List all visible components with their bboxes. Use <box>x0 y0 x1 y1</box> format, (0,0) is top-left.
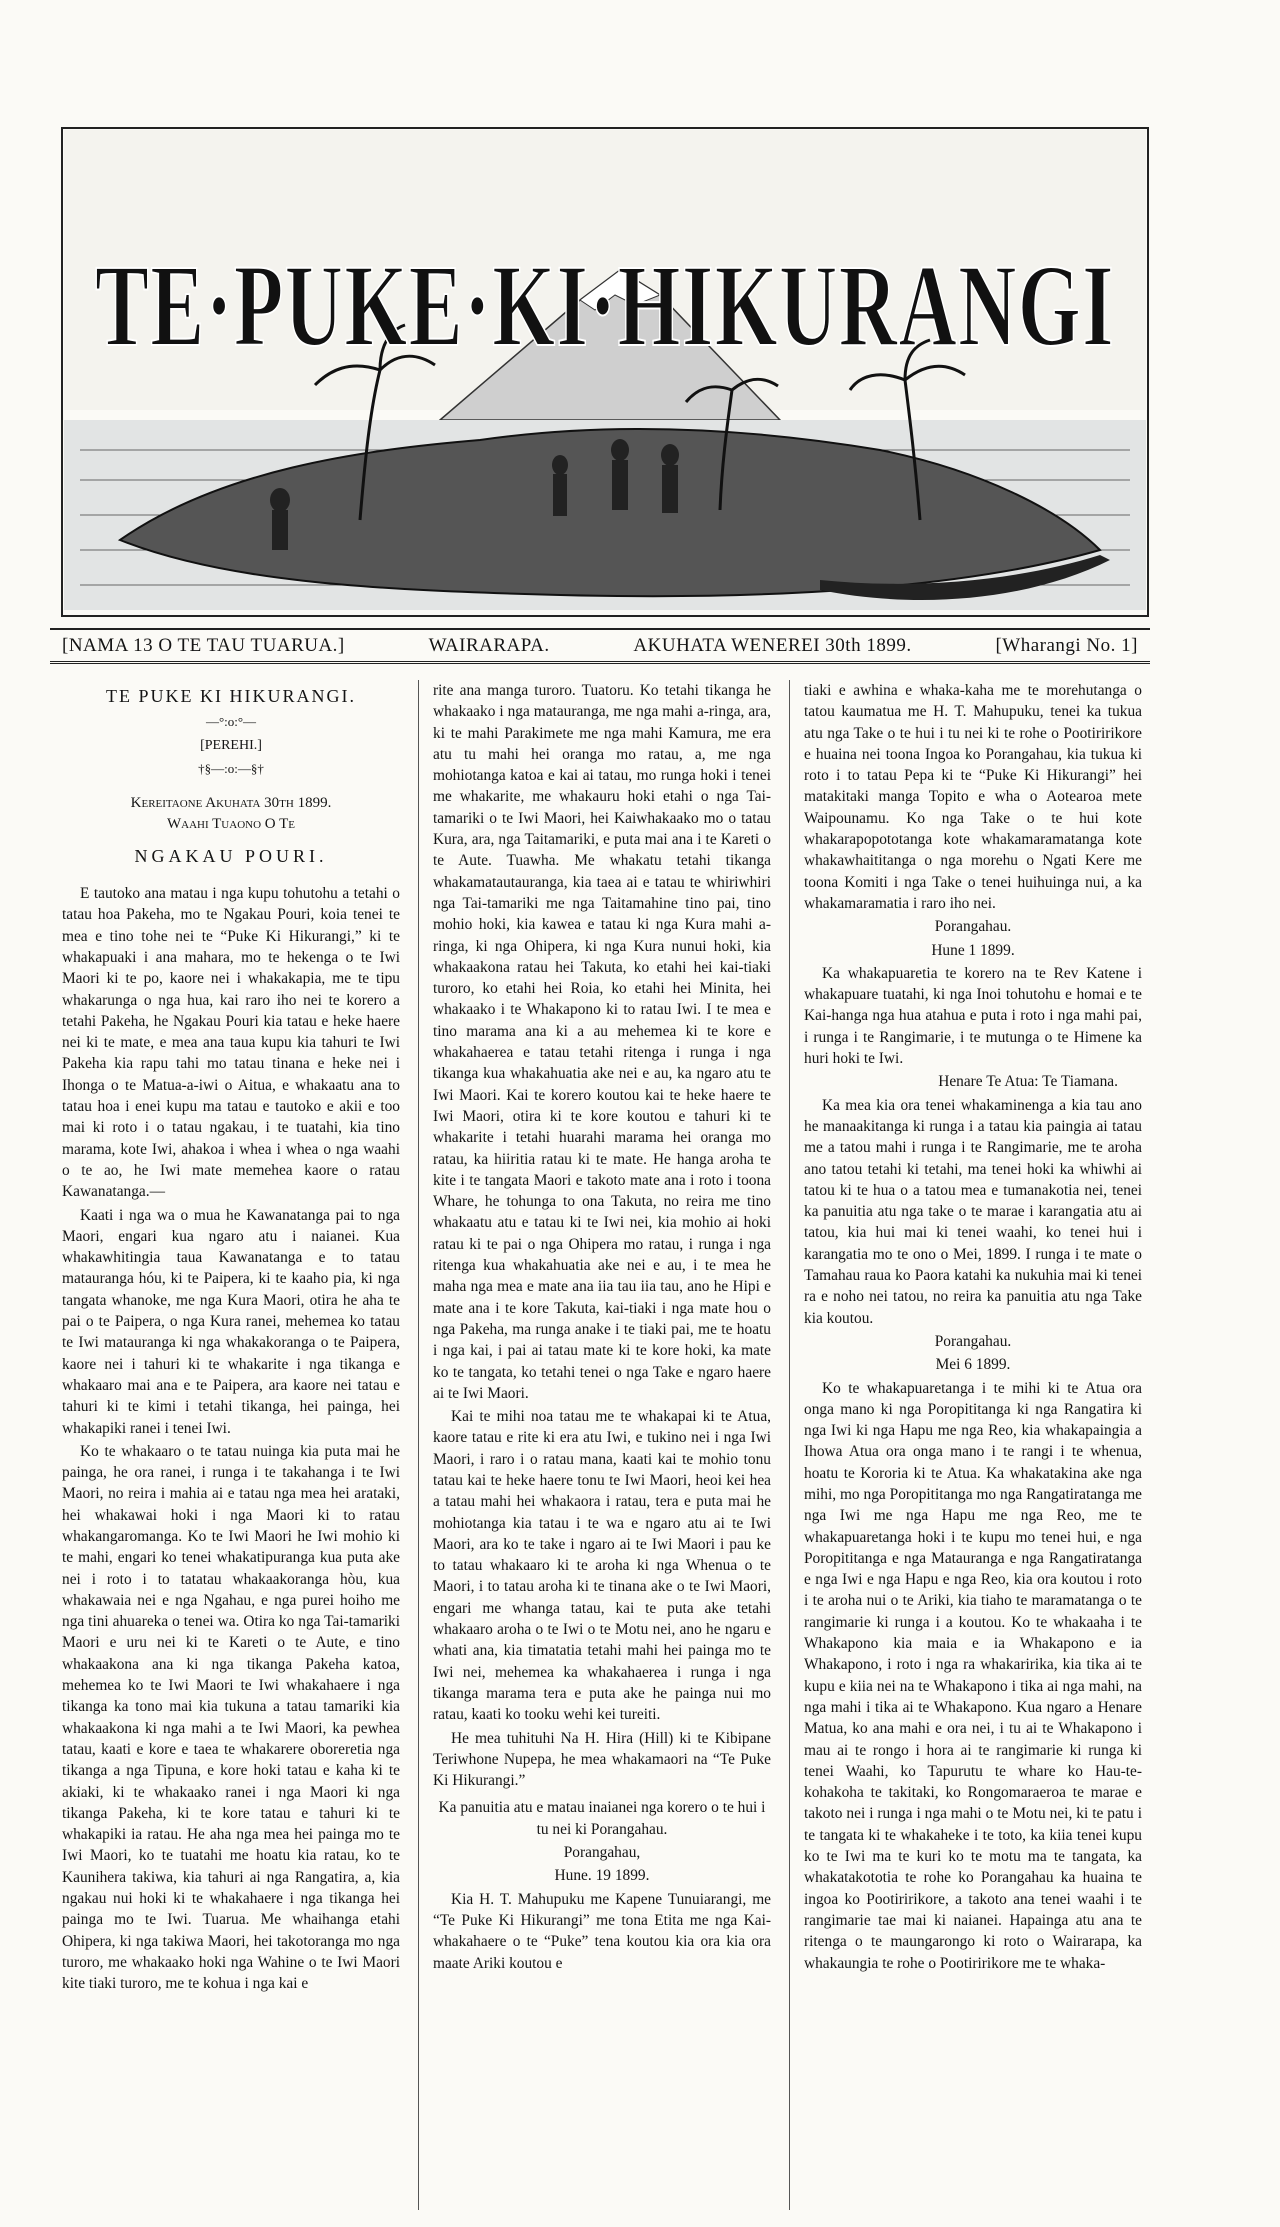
ornament-rule: —°:o:°— <box>205 714 257 730</box>
dateline-2: Waahi Tuaono O Te <box>167 816 295 833</box>
dateline: Kereitaone Akuhata 30th 1899. <box>130 795 332 812</box>
date-line: Mei 6 1899. <box>935 1356 1011 1374</box>
date-line: Hune. 19 1899. <box>554 1867 650 1885</box>
place-line: Porangahau. <box>934 1332 1012 1350</box>
paragraph: He mea tuhituhi Na H. Hira (Hill) ki te Kibipane Teriwhone Nupepa, he mea whakamaori na “Te Puke Ki Hikurangi.” <box>433 1729 771 1790</box>
paragraph: tiaki e awhina e whaka-kaha me te morehutanga o tatou kaumatua me H. T. Mahupuku, tenei ka tukua atu nga Take o te hui i tu nei ki te rohe o Pootiririkore e huaina nei toona Ingoa ko Porangahau, kia tukua ki roto i to tatau Pepa ki te “Puke Ki Hikurangi” hei matakitaki manga Topito e wha o Aotearoa mete Waipounamu. Ko nga Take o te hui kote whakarapopototanga kote whakamaramatanga kote whakawhaititanga o nga morehu o Ngati Kere me toona Komiti i nga Take o tenei huihuinga nui, a ka whakamaramatia i raro iho nei. <box>804 682 1142 912</box>
masthead <box>60 120 1150 620</box>
paragraph: Ka panuitia atu e matau inaianei nga korero o te hui i tu nei ki Porangahau. <box>438 1799 766 1838</box>
paragraph: Ko te whakapuaretanga i te mihi ki te Atua ora onga mano ki nga Poropititanga ki nga Rangatira ki nga Iwi ki nga Hapu me nga Reo, kia whakapaingia a Ihowa Atua ora onga mano i te rangi i te whenua, hoatu te Kororia ki te Atua. Ka whakatakina ake nga mihi, mo nga Poropititanga mo nga Rangatiratanga me nga Iwi me nga Hapu me nga Reo, me te whakapuaretanga hoki i te kupu mo tenei hui, e nga Poropititanga e nga Matauranga e nga Rangatiratanga e nga Iwi e nga Hapu e nga Reo, kia ora koutou i roto i te aroha nui o te Ariki, kia tiaho te maramatanga o te rangimarie ki runga i a koutou. Ko te whakaaha i te Whakapono kia maia e ia Whakapono e ia Whakapono, i roto i nga ra whakaririka, kia tika ai te kupu e kiia nei na te Whakapono i tika ai nga mahi, na nga mahi i tika ai te Whakapono. Kua ngaro a Henare Matua, ko ana mahi e ora nei, i tu ai te Whakapono i mau ai te rongo i hora ai te rangimarie ki runga ki tenei Waahi, ko Tapurutu te whare ko Hau-te-kohakoha te takitaki, ko Rongomaraeroa te marae e takoto nei i runga i nga mahi o te Motu nei, ki te patu i te tangata ki te whakaheke i te toto, ka kiia tenei kupu ko te Iwi ma te kuri ko te motu ma te tangata, ka whakatakototia te rohe ko Porangahau ka huaina te ingoa ko Pootiririkore, a takoto ana tenei waahi i te rangimarie tae mai ki naianei. Hapainga atu ana te ritenga o te maungarongo ki roto o Wairarapa, ka whakaungia te rohe o Pootiririkore me te whaka- <box>804 1379 1142 1972</box>
paragraph: Ka whakapuaretia te korero na te Rev Katene i whakapuare tuatahi, ki nga Inoi tohutohu e homai e te Kai-hanga nga hua atahua e puta i roto i nga mahi pai, i runga i te Rangimarie, i te mutunga o te Himene ka huri hoki te Iwi. <box>804 964 1142 1068</box>
perehi-label: [PEREHI.] <box>200 737 262 753</box>
issue-place: WAIRARAPA. <box>428 634 550 656</box>
issue-line <box>50 628 1150 664</box>
ornament-rule-2: †§—:o:—§† <box>198 760 264 776</box>
paragraph: E tautoko ana matau i nga kupu tohutohu a tetahi o tatau hoa Pakeha, mo te Ngakau Pouri, koia tenei te mea e tino tohe nei te “Puke Ki Hikurangi,” ki te whakapuaki i ana mahara, mo te hekenga o te Iwi Maori ki te po, kaore nei i whakakapia, me te tipu whakarunga o nga hua, kai raro iho nei te korero a tetahi Pakeha, he Ngakau Pouri kia tatau e heke haere nei ki te mate, e mea ana taua kupu kia tahuri te Iwi Pakeha kia rapu tahi mo tatau tinana e heke nei i Ihonga o te Matua-a-iwi o Aitua, e whakaatu ana to tatau hoa i enei kupu ma tatau e tautoko e akii e too mai ki roto i o tatau ngakau, i te tuatahi, kia tino marama, kote Iwi, ahakoa i whea i whea o nga waahi o te ao, he Iwi mate memehea kaore o ratau Kawanatanga.— <box>62 885 400 1201</box>
date-line: Hune 1 1899. <box>931 941 1015 959</box>
masthead-illustration <box>60 120 1150 620</box>
paragraph: Kaati i nga wa o mua he Kawanatanga pai to nga Maori, engari kua ngaro atu i naianei. Kua whakawhitingia taua Kawanatanga e to tatau matauranga hóu, ki te Paipera, ki te kaaho pia, ki nga tangata whanoke, me nga Kura Maori, otira he aha te pai o te Paipera, o nga Kura ranei, mehemea ko tatau te Iwi matauranga ki nga whakakoranga o te Paipera, kaore nei i tahuri ki te whakarite i nga tikanga e whakaaro mai ana e te Paipera, ara kaore nei tatau e tahuri ki te kimi i tetahi tikanga, hei painga, hei whakapiki ranei i tenei Iwi. <box>62 1206 400 1437</box>
issue-date: AKUHATA WENEREI 30th 1899. <box>633 634 912 656</box>
issue-page: [Wharangi No. 1] <box>995 634 1138 656</box>
masthead-title: TE·PUKE·KI·HIKURANGI <box>95 240 1115 371</box>
issue-number: [NAMA 13 O TE TAU TUARUA.] <box>62 634 345 656</box>
place-line: Porangahau. <box>934 918 1012 936</box>
column-2 <box>418 680 771 2210</box>
paragraph: Kai te mihi noa tatau me te whakapai ki te Atua, kaore tatau e rite ki era atu Iwi, e tukino nei i nga Iwi Maori, i raro i o ratau mana, kaati kai te mohio tonu tatau kai te heke haere tonu te Iwi Maori, heoi kei hea a tatau mahi hei whakaora i ratau, tera e puta mai he mohiotanga kia tatau i te wa e ngaro atu ai te Iwi Maori, ara ko te take i ngaro ai te Iwi Maori i pau ke to tatau whakaaro ki te aroha ki nga Whenua o te Maori, i to tatau aroha ki te tinana ake o te Iwi Maori, engari me whanga tatau, kai te puta ake tetahi whakaaro aroha o te Iwi o te Motu nei, ano he ngaru e whati ana, kia timatatia tetahi mahi hei painga mo te Iwi nei, mehemea ka whakahaerea i runga i nga tikanga marama tera e puta ake he painga nui mo ratau, kaati ko tooku wehi kei tureiti. <box>433 1408 771 1724</box>
paragraph: rite ana manga turoro. Tuatoru. Ko tetahi tikanga he whakaako i nga matauranga, me nga mahi a-ringa, ara, ki te mahi Parakimete me nga mahi Kamura, me era atu tu mahi hei oranga mo ratau, a, me nga mohiotanga katoa e kai ai tatau, mo runga hoki i tenei me whakarite, me whakauru hoki etahi o nga Tai-tamariki o te Iwi Maori, hei Kaiwhakaako mo o tatau Kura, ara, nga Taitamariki, e puta mai ana i te Kareti o te Aute. Tuawha. Me whakatu tetahi tikanga whakamatautauranga, kia taea ai e tatau te whiriwhiri nga Tai-tamariki me nga Taitamahine tino pai, tino mohio hoki, kia kawea e tatau ki nga Kura mahi a-ringa, ki nga Ohipera, ki nga Kura nunui hoki, kia whakaakona ratau hei Takuta, ko etahi hei kai-tiaki turoro, ko etahi hei Roia, ko etahi hei Minita, hei whakaako i te Whakapono ki to ratau Iwi. I te mea e tino marama ana ki a au mehemea ki te kore e whakahaerea e tatau tetahi ritenga i runga i nga tikanga kua whakahuatia ake nei e au, ka ngaro atu te Iwi Maori. Kai te korero koutou kai te heke haere te Iwi Maori, otira ki te kore koutou e tahuri ki te whakarite i tetahi huarahi marama hei oranga mo ratau, ka hiiritia ratau ki te mate. He hanga aroha te kite i te tangata Maori e takoto mate ana i roto i toona Whare, he tohunga to ona Takuta, no reira me tino whakaatu atu e tatau ki te Iwi nei, kia mohio ai hoki ratau ki te pai o nga Ohipera mo ratau, i runga i nga ritenga kua whakahuatia ake nei e au, i te mea he maha nga mea e mate ana iia tau iia tau, ano he Hipi e mate ana i te kore Takuta, kai-tiaki i nga mate hou o nga Pakeha, ma runga anake i te tiaki pai, me te hoatu i nga kai, i pai ai tatau mate ki te kore hoki, ka mate ko te tangata, ko tetahi tenei o nga Take e ngaro haere ai te Iwi Maori. <box>433 682 771 1402</box>
article-heading: NGAKAU POURI. <box>134 845 328 866</box>
paragraph: Ka mea kia ora tenei whakaminenga a kia tau ano he manaakitanga ki runga i a tatau kia paingia ai tatau me a tatou mahi i runga i te Rangimarie, me te aroha ano tatou tetahi ki tetahi, ma tenei hoki ka whiwhi ai tatou ki te hua o a tatou mea e tumanakotia nei, tenei ka panuitia atu nga take o te marae i karangatia atu ai tatou, kia hui mai ki tenei waahi, ko tenei hui i karangatia mo te ono o Mei, 1899. I runga i te mate o Tamahau raua ko Paora katahi ka nukuhia mai ki tenei ra e noho nei tatou, no reira ka panuitia atu nga Take kia koutou. <box>804 1096 1142 1327</box>
column-3 <box>789 680 1142 2210</box>
paragraph: Kia H. T. Mahupuku me Kapene Tunuiarangi, me “Te Puke Ki Hikurangi” me tona Etita me nga Kai-whakahaere o te “Puke” tena koutou kia ora kia ora maate Ariki koutou e <box>433 1890 771 1972</box>
column-1 <box>62 680 400 2210</box>
article-columns <box>62 680 1142 2210</box>
place-line: Porangahau, <box>563 1844 641 1862</box>
column-paper-title: TE PUKE KI HIKURANGI. <box>106 686 356 706</box>
paragraph: Ko te whakaaro o te tatau nuinga kia puta mai he painga, he ora ranei, i runga i te takahanga i te Iwi Maori, no reira i mahia ai e tatau nga mea hei arataki, hei whakawai hoki i nga Maori ki to ratau whakangaromanga. Ko te Iwi Maori he Iwi mohio ki te mahi, engari ko tenei whakatipuranga kua puta ake nei i roto i to tatatau whakaakoranga hòu, kua whakawaia nei e nga Ngahau, e nga purei hoiho me nga tini ahuareka o tenei wa. Otira ko nga Tai-tamariki Maori e uru nei ki te Kareti o te Aute, e tino whakaakona ana ki nga tikanga Pakeha katoa, mehemea ko te Iwi Maori te Iwi whakahaere i nga tikanga ka tono mai kia tukuna a tatau tamariki kia whakaakona ki nga mahi a te Iwi Maori, ka pewhea tatau, kaati e kore e taea te whakarere oboreretia nga tikanga a nga Tipuna, e kore hoki tatau e kaha ki te akiaki, ki te whakaako ranei i nga Maori ki nga tikanga Pakeha, ki te kore tatau e tahuri ki te whakapiki ia ratau. He aha nga mea hei painga mo te Iwi Maori, ko te tuatahi me hoatu kia ratau, ko te Kaunihera takiwa, kia tahuri ai nga Rangatira, a, kia ngakau nui hoki ki te whakahaere i nga tikanga hei painga mo te Iwi. Tuarua. Me whaihanga etahi Ohipera, ki nga takiwa Maori, hei takotoranga mo nga turoro, me whakaako hoki nga Wahine o te Iwi Maori kite tiaki turoro, me te kohua i nga kai e <box>62 1442 400 1993</box>
signature-line: Henare Te Atua: Te Tiamana. <box>938 1073 1118 1091</box>
